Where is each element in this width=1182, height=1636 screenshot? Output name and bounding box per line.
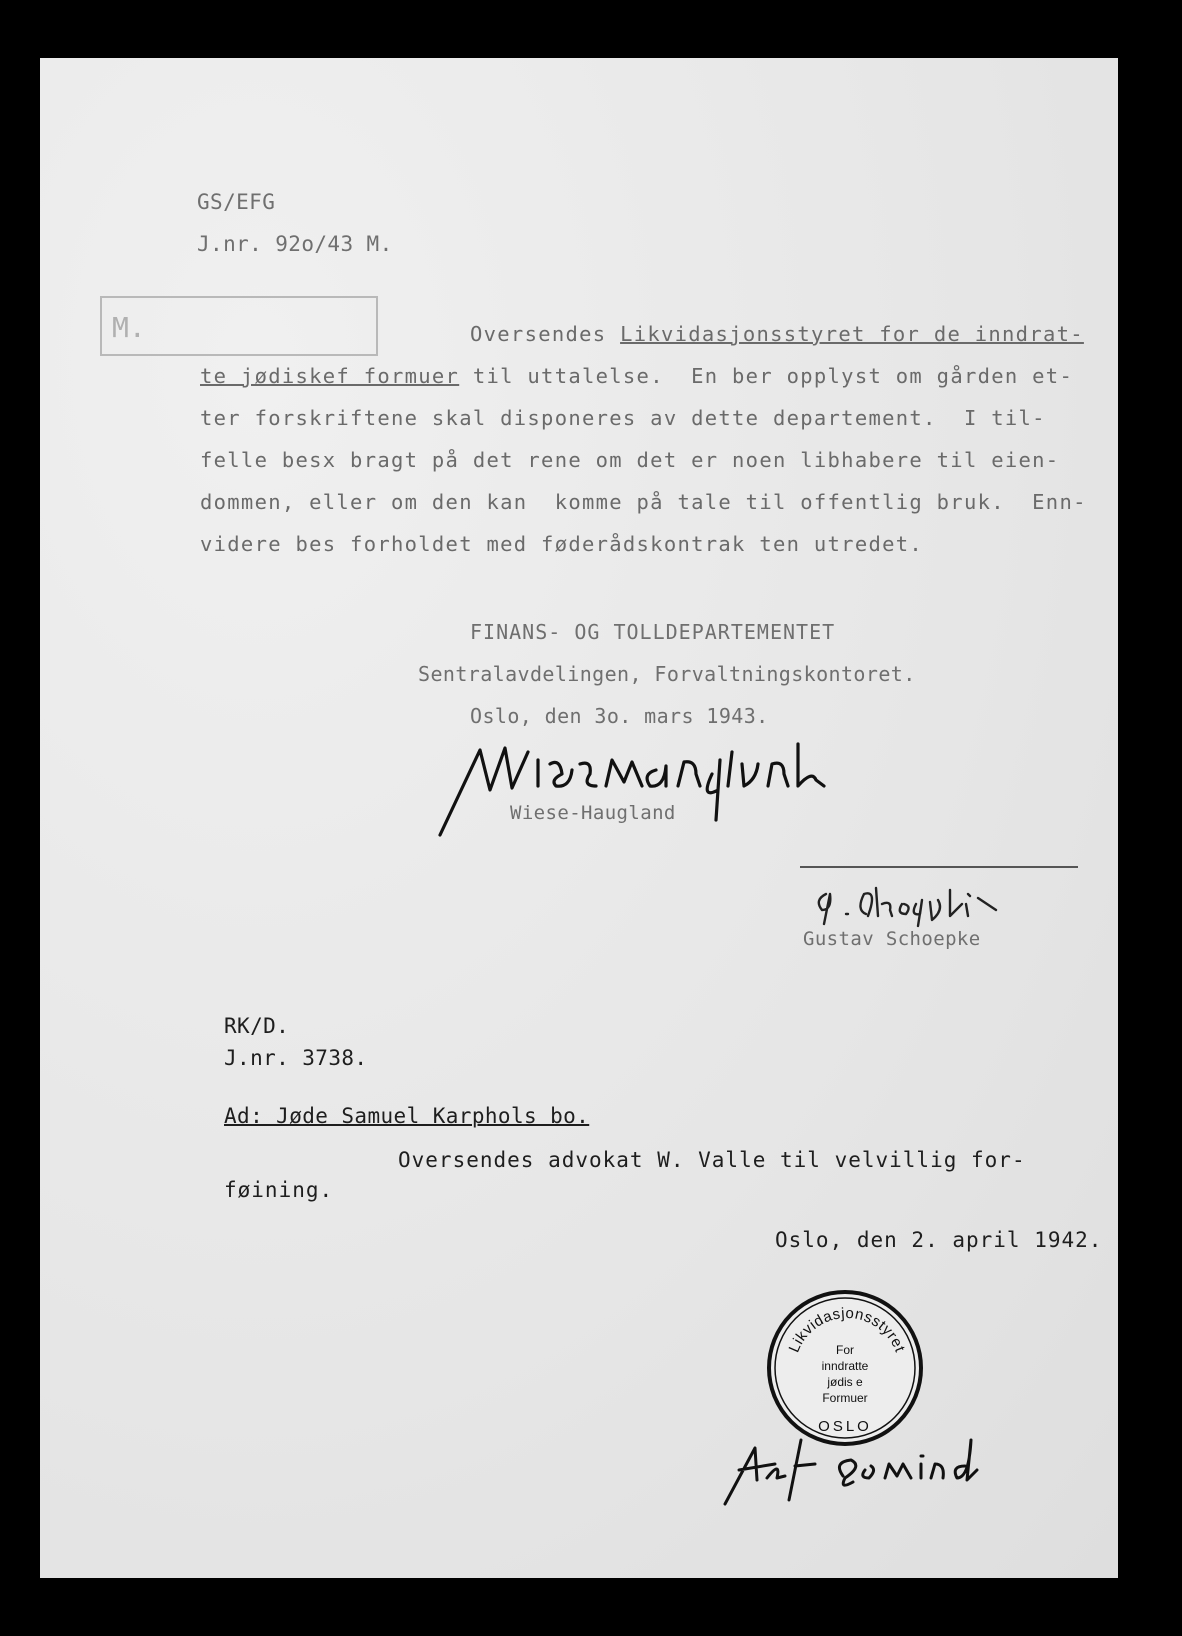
stamp-line-4: Formuer xyxy=(822,1391,868,1405)
stamp-line-2: inndratte xyxy=(821,1359,869,1373)
faded-stamp-box xyxy=(100,296,378,356)
bottom-subject: Ad: Jøde Samuel Karphols bo. xyxy=(224,1104,590,1128)
top-body-line-5: dommen, eller om den kan komme på tale til offentlig bruk. Enn- xyxy=(200,490,1087,514)
underlined-recipient: Likvidasjonsstyret for de inndrat- xyxy=(620,322,1084,346)
underlined-recipient-cont: te jødiskef formuer xyxy=(200,364,460,388)
department-name: FINANS- OG TOLLDEPARTEMENTET xyxy=(470,620,836,644)
stamp-line-1: For xyxy=(836,1343,854,1357)
bottom-ref: RK/D. xyxy=(224,1014,290,1038)
top-body-line-4: felle besx bragt på det rene om det er noen libhabere til eien- xyxy=(200,448,1060,472)
department-division: Sentralavdelingen, Forvaltningskontoret. xyxy=(418,662,916,686)
top-body-line-1: Oversendes Likvidasjonsstyret for de inndrat- xyxy=(470,322,1084,346)
signer-name-2: Gustav Schoepke xyxy=(803,928,981,950)
signature-bottom xyxy=(715,1420,1015,1510)
top-body-line-6: videre bes forholdet med føderådskontrak ten utredet. xyxy=(200,532,924,556)
stamp-line-3: jødis e xyxy=(827,1375,863,1389)
top-body-line-3: ter forskriftene skal disponeres av dette departement. I til- xyxy=(200,406,1046,430)
signature-schoepke xyxy=(810,880,1030,930)
stamp-city: OSLO xyxy=(818,1418,872,1435)
top-ref: GS/EFG xyxy=(197,190,276,214)
stamp-arc-text: Likvidasjonsstyret xyxy=(785,1304,909,1355)
signature-rule xyxy=(800,866,1078,868)
signer-name-1: Wiese-Haugland xyxy=(510,802,676,824)
bottom-date: Oslo, den 2. april 1942. xyxy=(775,1228,1103,1252)
top-body-line-2: te jødiskef formuer til uttalelse. En ber opplyst om gården et- xyxy=(200,364,1074,388)
bottom-body-line-1: Oversendes advokat W. Valle til velvillig for- xyxy=(398,1148,1026,1172)
bottom-journal-number: J.nr. 3738. xyxy=(224,1046,368,1070)
faded-stamp-text: M. xyxy=(112,311,146,344)
top-journal-number: J.nr. 92o/43 M. xyxy=(197,232,393,256)
top-date: Oslo, den 3o. mars 1943. xyxy=(470,704,769,728)
bottom-body-line-2: føining. xyxy=(224,1178,334,1202)
